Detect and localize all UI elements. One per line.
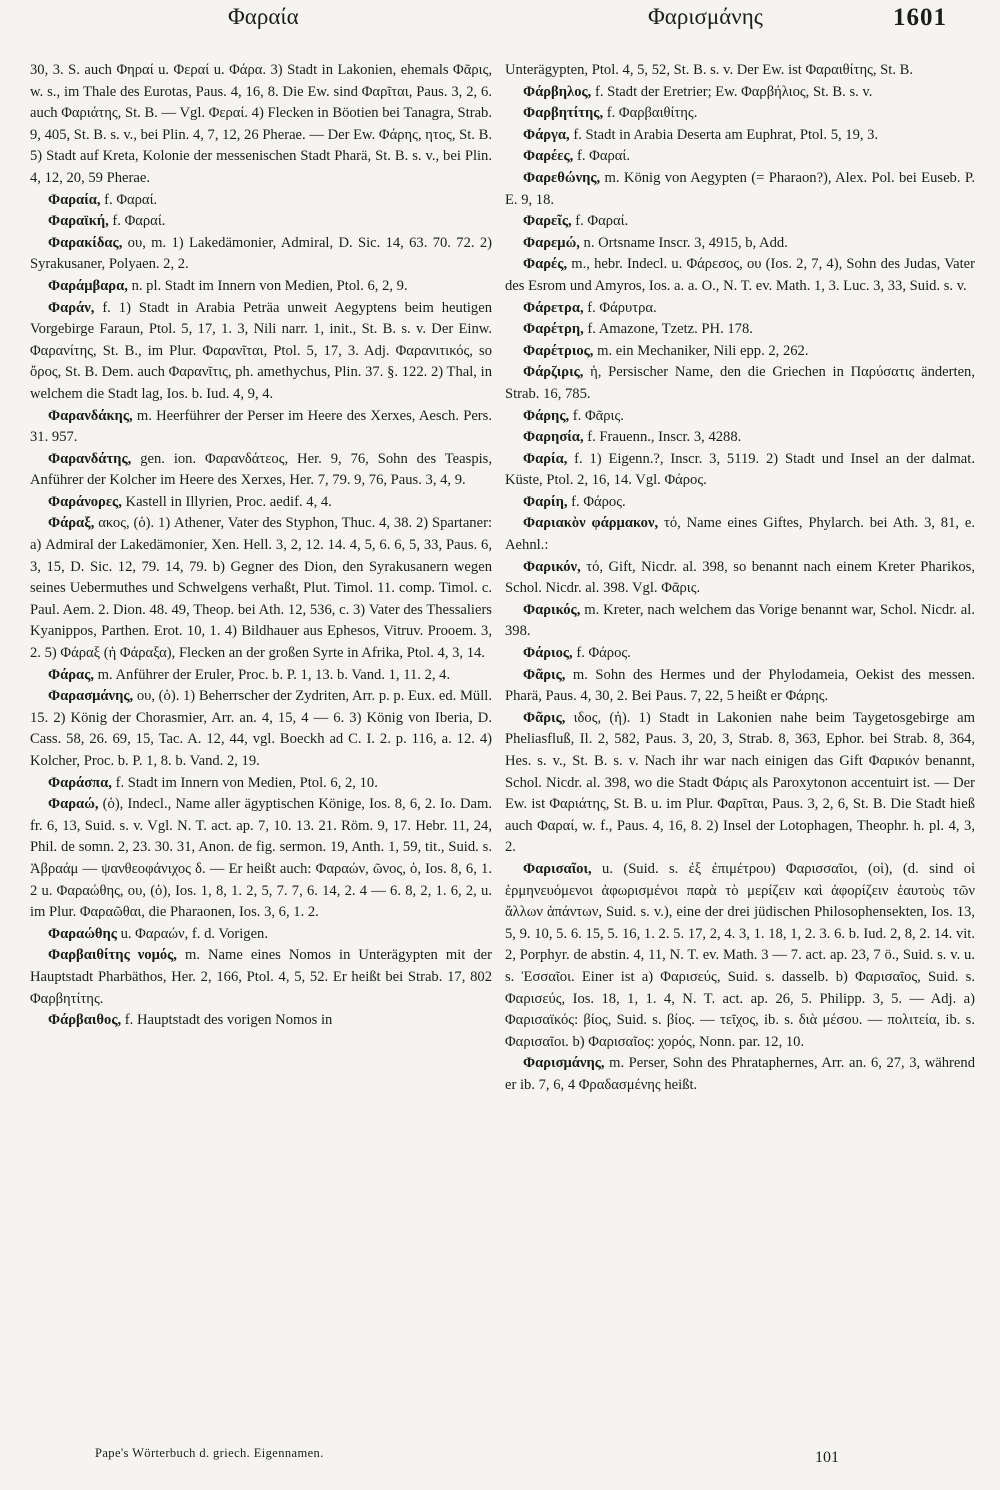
- headword: Φαρισαῖοι,: [523, 860, 592, 877]
- headword: Φαρβητίτης,: [523, 105, 604, 122]
- dictionary-entry: [505, 406, 975, 428]
- entry-text: ου, m. 1) Lakedämonier, Admiral, D. Sic. 14, 63. 70. 72. 2) Syrakusaner, Polyaen. 2, 2.: [30, 234, 492, 273]
- headword: Φαράν,: [48, 299, 95, 316]
- entry-text: Unterägypten, Ptol. 4, 5, 52, St. B. s. v. Der Ew. ist Φαραιθίτης, St. B.: [505, 62, 914, 78]
- entry-text: 30, 3. S. auch Φηραί u. Φεραί u. Φάρα. 3) Stadt in Lakonien, ehemals Φᾶρις, w. s., im Thale des Eurotas, Paus. 4, 16, 8. Die Ew. sind Φαρῖται, Paus. 3, 2, 6. auch Φαριάτης, St. B. — Vgl. Φεραί. 4) Flecken in Böotien bei Tanagra, Strab. 9, 405, St. B. s. v., bei Plin. 4, 7, 12, 26 Pherae. — Der Ew. Φάρης, ητος, St. B. 5) Stadt auf Kreta, Kolonie der messenischen Stadt Pharä, St. B. s. v., bei Plin. 4, 12, 20, 59 Pherae.: [30, 62, 492, 186]
- headword: Φαράσπα,: [48, 774, 112, 791]
- dictionary-entry: [505, 168, 975, 211]
- dictionary-entry: [505, 643, 975, 665]
- dictionary-entry: [505, 362, 975, 405]
- headword: Φάρβηλος,: [523, 83, 592, 100]
- left-column: [30, 60, 492, 1032]
- entry-text: u. Φαραών, f. d. Vorigen.: [116, 925, 268, 942]
- dictionary-entry: [30, 794, 492, 924]
- headword: Φάρζιρις,: [523, 364, 584, 381]
- dictionary-entry: [30, 276, 492, 298]
- dictionary-entry: [505, 427, 975, 449]
- entry-text: f. Φάρος.: [572, 645, 631, 662]
- dictionary-entry: [505, 665, 975, 708]
- entry-text: f. Φάρυτρα.: [583, 299, 657, 316]
- entry-text: f. Φαραί.: [100, 191, 158, 208]
- entry-text: f. Stadt in Arabia Deserta am Euphrat, Ptol. 5, 19, 3.: [569, 126, 879, 143]
- signature-mark: 101: [815, 1449, 839, 1466]
- entry-text: m. Perser, Sohn des Phrataphernes, Arr. an. 6, 27, 3, während er ib. 7, 6, 4 Φραδασμένης heißt.: [505, 1055, 975, 1093]
- dictionary-entry: [505, 600, 975, 643]
- dictionary-entry: [505, 513, 975, 556]
- headword: Φαρεῖς,: [523, 213, 572, 230]
- dictionary-entry: [30, 298, 492, 406]
- dictionary-entry: [30, 1010, 492, 1032]
- running-head-right: Φαρισμάνης: [648, 4, 763, 29]
- entry-text: f. Stadt im Innern von Medien, Ptol. 6, 2, 10.: [111, 774, 378, 791]
- headword: Φᾶρις,: [523, 709, 566, 726]
- headword: Φαρέες,: [523, 148, 574, 165]
- dictionary-entry: [30, 686, 492, 772]
- headword: Φαραία,: [48, 191, 101, 208]
- entry-text: gen. ion. Φαρανδάτεος, Her. 9, 76, Sohn des Teaspis, Anführer der Kolcher im Heere des Xerxes, Her. 7, 79. 9, 76, Paus. 3, 4, 9.: [30, 450, 492, 489]
- entry-text: f. Frauenn., Inscr. 3, 4288.: [583, 429, 742, 446]
- headword: Φαρεθώνης,: [523, 169, 601, 186]
- entry-text: m. Sohn des Hermes und der Phylodameia, Oekist des messen. Pharä, Paus. 4, 30, 2. Bei Paus. 7, 22, 5 heißt er Φάρης.: [505, 666, 975, 705]
- dictionary-entry: [505, 146, 975, 168]
- headword: Φαρησία,: [523, 429, 584, 446]
- entry-text: f. Φαραί.: [108, 213, 166, 230]
- dictionary-entry: [505, 492, 975, 514]
- entry-text: f. Φαρβαιθίτης.: [603, 105, 698, 122]
- entry-text: m. Name eines Nomos in Unterägypten mit der Hauptstadt Pharbäthos, Her. 2, 166, Ptol. 4, 5, 52. Er heißt bei Strab. 17, 802 Φαρβητίτης.: [30, 947, 492, 1007]
- dictionary-entry: [505, 125, 975, 147]
- entry-text: m. Kreter, nach welchem das Vorige benannt war, Schol. Nicdr. al. 398.: [505, 601, 975, 640]
- dictionary-entry: [30, 60, 492, 190]
- headword: Φάραξ,: [48, 515, 95, 532]
- headword: Φαρέτριος,: [523, 342, 594, 359]
- entry-text: ακος, (ὁ). 1) Athener, Vater des Styphon, Thuc. 4, 38. 2) Spartaner: a) Admiral der Lakedämonier, Xen. Hell. 3, 2, 12. 14. 4, 5, 6. 6, 5, 33, Paus. 6, 3, 15, D. Sic. 12, 79. 14, 79. b) Gegner des Dion, den Syrakusanern wegen seines Uebermuthes und Schwelgens verhaßt, Plut. Timol. 11. comp. Timol. c. Paul. Aem. 2. Dion. 48. 49, Theop. bei Ath. 12, 536, c. 3) Vater des Thessaliers Kyanippos, Parthen. Erot. 10, 1. 4) Bildhauer aus Ephesos, Vitruv. Prooem. 3, 2. 5) Φάραξ (ἡ Φάραξα), Flecken an der großen Syrte in Afrika, Ptol. 4, 3, 14.: [30, 515, 492, 662]
- entry-text: n. pl. Stadt im Innern von Medien, Ptol. 6, 2, 9.: [127, 277, 408, 294]
- dictionary-entry: [505, 298, 975, 320]
- dictionary-entry: [505, 341, 975, 363]
- dictionary-entry: [505, 557, 975, 600]
- entry-text: m., hebr. Indecl. u. Φάρεσος, ου (Ios. 2, 7, 4), Sohn des Judas, Vater des Esrom und Amyros, Ios. a. a. O., N. T. ev. Math. 1, 3. Luc. 3, 33, Suid. s. v.: [505, 256, 975, 294]
- entry-text: f. Stadt der Eretrier; Ew. Φαρβήλιος, St. B. s. v.: [591, 83, 873, 100]
- dictionary-entry: [505, 233, 975, 255]
- headword: Φαρβαιθίτης νομός,: [48, 947, 177, 964]
- headword: Φάριος,: [523, 645, 573, 662]
- headword: Φαρές,: [523, 256, 568, 273]
- headword: Φαραώ,: [48, 796, 99, 813]
- dictionary-entry: [505, 103, 975, 125]
- dictionary-entry: [30, 513, 492, 664]
- dictionary-entry: [30, 211, 492, 233]
- entry-text: (ὁ), Indecl., Name aller ägyptischen Könige, Ios. 8, 6, 2. Io. Dam. fr. 6, 13, Suid. s. v. Vgl. N. T. act. ap. 7, 10. 13. 21. Röm. 9, 17. Hebr. 11, 24, Phil. de somn. 2, 23. 30. 31, Anon. de fig. sermon. 19, Anth. 1, 59, tit., Suid. s. Ἀβραάμ — ψανθεοφάνιχος δ. — Er heißt auch: Φαραών, ῶνος, ὁ, Ios. 8, 6, 1. 2 u. Φαραώθης, ου, (ὁ), Ios. 1, 8, 1. 2, 5, 7. 7, 6. 14, 2. 4 — 6. 8, 2, 1. 6, 2, u. im Plur. Φαραῶθαι, die Pharaonen, Ios. 3, 6, 1. 2.: [30, 796, 492, 921]
- entry-text: ιδος, (ἡ). 1) Stadt in Lakonien nahe beim Taygetosgebirge am Pheliasfluß, Il. 2, 582, Paus. 3, 20, 3, Strab. 8, 363, Ephor. bei Strab. 8, 364, Hes. s. v., St. B. s. v. Nach ihr war nach einigen das Gift Φαρικόν benannt, Schol. Nicdr. al. 398, wo die Stadt Φάρις als Paroxytonon accentuirt ist. — Der Ew. ist Φαριάτης, St. B. u. im Plur. Φαρῖται, Paus. 3, 2, 6, St. B. Die Stadt hieß auch Φαραί, w. f., Paus. 4, 16, 8. 2) Insel der Lotophagen, Theophr. h. pl. 4, 3, 2.: [505, 709, 975, 856]
- headword: Φαράμβαρα,: [48, 277, 128, 294]
- page-number: 1601: [893, 4, 947, 31]
- running-head-left: Φαραία: [228, 4, 299, 29]
- dictionary-entry: [30, 492, 492, 514]
- entry-text: f. 1) Stadt in Arabia Peträa unweit Aegyptens beim heutigen Vorgebirge Faraun, Ptol. 5, 17, 1. 3, Nili narr. 1, init., St. B. s. v. Der Einw. Φαρανίτης, St. B., im Plur. Φαρανῖται, Ptol. 5, 17, 3. Adj. Φαρανιτικός, so ὄρος, St. B. Dem. auch Φαρανῖτις, ph. amethychus, Plin. 37. §. 122. 2) Thal, in welchem die Stadt lag, Ios. b. Iud. 4, 9, 4.: [30, 299, 492, 402]
- headword: Φαρισμάνης,: [523, 1055, 605, 1072]
- dictionary-entry: [30, 665, 492, 687]
- headword: Φαρανδάτης,: [48, 450, 132, 467]
- headword: Φᾶρις,: [523, 666, 566, 683]
- dictionary-entry: [30, 190, 492, 212]
- headword: Φαρανδάκης,: [48, 407, 133, 424]
- footer-title: Pape's Wörterbuch d. griech. Eigennamen.: [95, 1446, 324, 1460]
- dictionary-entry: [30, 406, 492, 449]
- entry-text: τό, Gift, Nicdr. al. 398, so benannt nach einem Kreter Pharikos, Schol. Nicdr. al. 398. Vgl. Φᾶρις.: [505, 558, 975, 597]
- headword: Φαρία,: [523, 450, 568, 467]
- entry-text: ου, (ὁ). 1) Beherrscher der Zydriten, Arr. p. p. Eux. ed. Müll. 15. 2) König der Chorasmier, Arr. an. 4, 15, 4 — 6. 3) König von Iberia, D. Cass. 58, 26. 69, 15, Tac. A. 12, 44, vgl. Boeckh ad C. I. 2. p. 116, a. 12. 4) Kolcher, Proc. b. P. 1, 8. b. Vand. 2, 19.: [30, 688, 492, 769]
- headword: Φαραϊκή,: [48, 213, 109, 230]
- headword: Φάρβαιθος,: [48, 1012, 122, 1029]
- entry-text: f. 1) Eigenn.?, Inscr. 3, 5119. 2) Stadt und Insel an der dalmat. Küste, Ptol. 2, 16, 14. Vgl. Φάρος.: [505, 450, 975, 489]
- entry-text: f. Φᾶρις.: [569, 407, 624, 424]
- entry-text: f. Hauptstadt des vorigen Nomos in: [121, 1012, 333, 1029]
- dictionary-entry: [505, 254, 975, 297]
- dictionary-entry: [30, 233, 492, 276]
- headword: Φαριακὸν φάρμακον,: [523, 515, 659, 532]
- dictionary-entry: [505, 708, 975, 859]
- dictionary-entry: [505, 319, 975, 341]
- headword: Φαρίη,: [523, 493, 568, 510]
- entry-text: n. Ortsname Inscr. 3, 4915, b, Add.: [579, 234, 788, 251]
- dictionary-entry: [505, 211, 975, 233]
- entry-text: Kastell in Illyrien, Proc. aedif. 4, 4.: [121, 493, 332, 510]
- headword: Φαραώθης: [48, 925, 117, 942]
- headword: Φαρεμώ,: [523, 234, 580, 251]
- dictionary-entry: [30, 945, 492, 1010]
- entry-text: f. Amazone, Tzetz. PH. 178.: [583, 321, 753, 338]
- entry-text: u. (Suid. s. ἐξ ἐπιμέτρου) Φαρισσαῖοι, (οἱ), (d. sind οἱ ἑρμηνευόμενοι ἀφωρισμένοι παρὰ τὸ μερίζειν καὶ ἀφορίζειν ἑαυτοὺς τῶν ἄλλων ἁπάντων, Suid. s. v.), eine der drei jüdischen Philosophensekten, Ios. 13, 5, 9. 10, 5. 6. 15, 5. 16, 1. 2. 5. 17, 2, 4. 3, 1. 18, 1, 2. 3. 6. b. Iud. 2, 8, 2. 14. vit. 2, Porphyr. de abstin. 4, 11, N. T. ev. Math. 3 — 7. act. ap. 23, 7 ö., Suid. s. v. u. s. Ἐσσαῖοι. Einer ist a) Φαρισεύς, Suid. s. dasselb. b) Φαρισαῖος, Suid. s. Φαρισεύς, Ios. 18, 1, 1. 4, N. T. act. ap. 26, 5. Philipp. 3, 5. — Adj. a) Φαρισαϊκός: βίος, Suid. s. βίος. — τεῖχος, ib. s. διὰ μέσου. — πολιτεία, ib. s. Φαρισαῖοι. b) Φαρισαῖος: χορός, Nonn. par. 12, 10.: [505, 860, 975, 1050]
- entry-text: f. Φαραί.: [573, 148, 630, 165]
- entry-text: τό, Name eines Giftes, Phylarch. bei Ath. 3, 81, e. Aehnl.:: [505, 515, 975, 554]
- entry-text: f. Φαραί.: [571, 213, 629, 230]
- headword: Φάρης,: [523, 407, 570, 424]
- dictionary-entry: [505, 859, 975, 1053]
- entry-text: m. Heerführer der Perser im Heere des Xerxes, Aesch. Pers. 31. 957.: [30, 407, 492, 446]
- headword: Φαρικόν,: [523, 558, 581, 575]
- dictionary-entry: [505, 82, 975, 104]
- headword: Φάργα,: [523, 126, 570, 143]
- dictionary-entry: [30, 449, 492, 492]
- dictionary-entry: [30, 924, 492, 946]
- headword: Φάρετρα,: [523, 299, 584, 316]
- dictionary-entry: [30, 773, 492, 795]
- dictionary-entry: [505, 60, 975, 82]
- entry-text: m. Anführer der Eruler, Proc. b. P. 1, 13. b. Vand. 1, 11. 2, 4.: [94, 666, 451, 683]
- dictionary-entry: [505, 449, 975, 492]
- right-column: [505, 60, 975, 1097]
- headword: Φαρέτρη,: [523, 321, 584, 338]
- entry-text: m. ein Mechaniker, Nili epp. 2, 262.: [593, 342, 809, 359]
- headword: Φάρας,: [48, 666, 95, 683]
- entry-text: ἡ, Persischer Name, den die Griechen in Παρύσατις änderten, Strab. 16, 785.: [505, 364, 975, 402]
- entry-text: m. König von Aegypten (= Pharaon?), Alex. Pol. bei Euseb. P. E. 9, 18.: [505, 169, 975, 208]
- entry-text: f. Φάρος.: [567, 493, 626, 510]
- headword: Φαρακίδας,: [48, 234, 123, 251]
- headword: Φαρασμάνης,: [48, 688, 134, 705]
- dictionary-entry: [505, 1053, 975, 1096]
- headword: Φαρικός,: [523, 601, 581, 618]
- headword: Φαράνορες,: [48, 493, 122, 510]
